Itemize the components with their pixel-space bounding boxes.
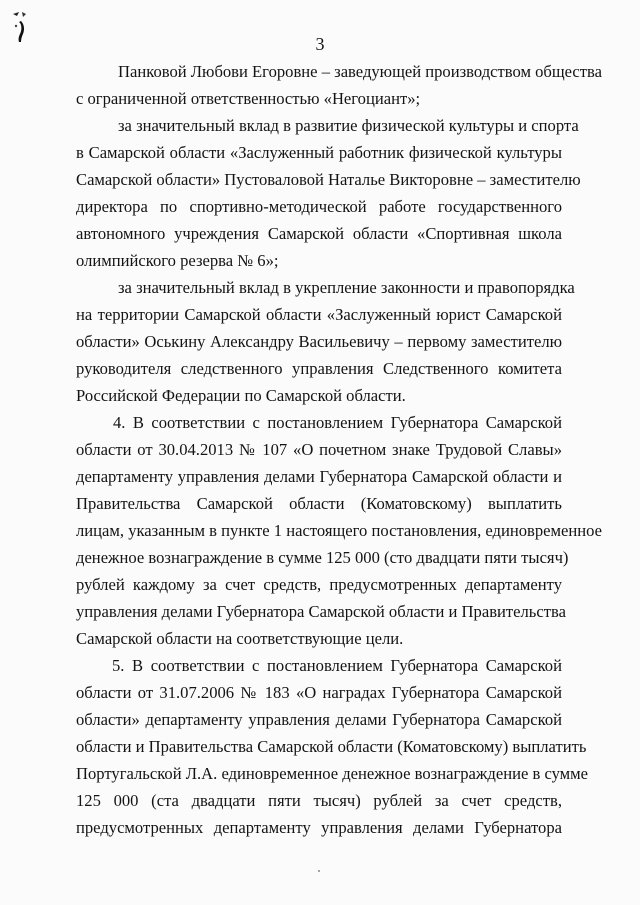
text-line: рублей каждому за счет средств, предусмотренных департаменту	[76, 575, 562, 594]
text-line: в Самарской области «Заслуженный работник физической культуры	[76, 143, 562, 162]
text-line: автономного учреждения Самарской области «Спортивная школа	[76, 224, 562, 243]
text-line: области от 31.07.2006 № 183 «О наградах Губернатора Самарской	[76, 683, 562, 702]
text-line: Российской Федерации по Самарской области.	[76, 386, 406, 405]
text-line: руководителя следственного управления Следственного комитета	[76, 359, 562, 378]
text-line: 4. В соответствии с постановлением Губернатора Самарской	[113, 413, 562, 432]
text-line: за значительный вклад в развитие физической культуры и спорта	[118, 116, 579, 135]
text-line: предусмотренных департаменту управления делами Губернатора	[76, 818, 562, 837]
text-line: Португальской Л.А. единовременное денежное вознаграждение в сумме	[76, 764, 589, 783]
text-line: директора по спортивно-методической работе государственного	[76, 197, 562, 216]
text-line: Панковой Любови Егоровне – заведующей производством общества	[118, 62, 603, 81]
text-line: области» Оськину Александру Васильевичу – первому заместителю	[76, 332, 562, 351]
text-line: 125 000 (ста двадцати пяти тысяч) рублей за счет средств,	[76, 791, 562, 810]
text-line: Самарской области на соответствующие цели.	[76, 629, 404, 648]
text-line: лицам, указанным в пункте 1 настоящего постановления, единовременное	[76, 521, 603, 540]
text-line: области» департаменту управления делами Губернатора Самарской	[76, 710, 562, 729]
text-line: денежное вознаграждение в сумме 125 000 (сто двадцати пяти тысяч)	[76, 548, 569, 567]
page-number: 3	[315, 34, 325, 54]
text-line: с ограниченной ответственностью «Негоциант»;	[76, 89, 421, 108]
text-line: Самарской области» Пустоваловой Наталье Викторовне – заместителю	[76, 170, 581, 189]
text-line: на территории Самарской области «Заслуженный юрист Самарской	[76, 305, 562, 324]
text-line: Правительства Самарской области (Коматовскому) выплатить	[76, 494, 562, 513]
text-line: олимпийского резерва № 6»;	[76, 251, 279, 270]
text-line: департаменту управления делами Губернатора Самарской области и	[76, 467, 562, 486]
text-line: управления делами Губернатора Самарской области и Правительства	[76, 602, 566, 621]
text-line: 5. В соответствии с постановлением Губернатора Самарской	[112, 656, 562, 675]
text-line: области и Правительства Самарской области (Коматовскому) выплатить	[76, 737, 587, 756]
text-line: за значительный вклад в укрепление законности и правопорядка	[118, 278, 575, 297]
scan-speck	[318, 870, 320, 872]
text-line: области от 30.04.2013 № 107 «О почетном знаке Трудовой Славы»	[76, 440, 562, 459]
